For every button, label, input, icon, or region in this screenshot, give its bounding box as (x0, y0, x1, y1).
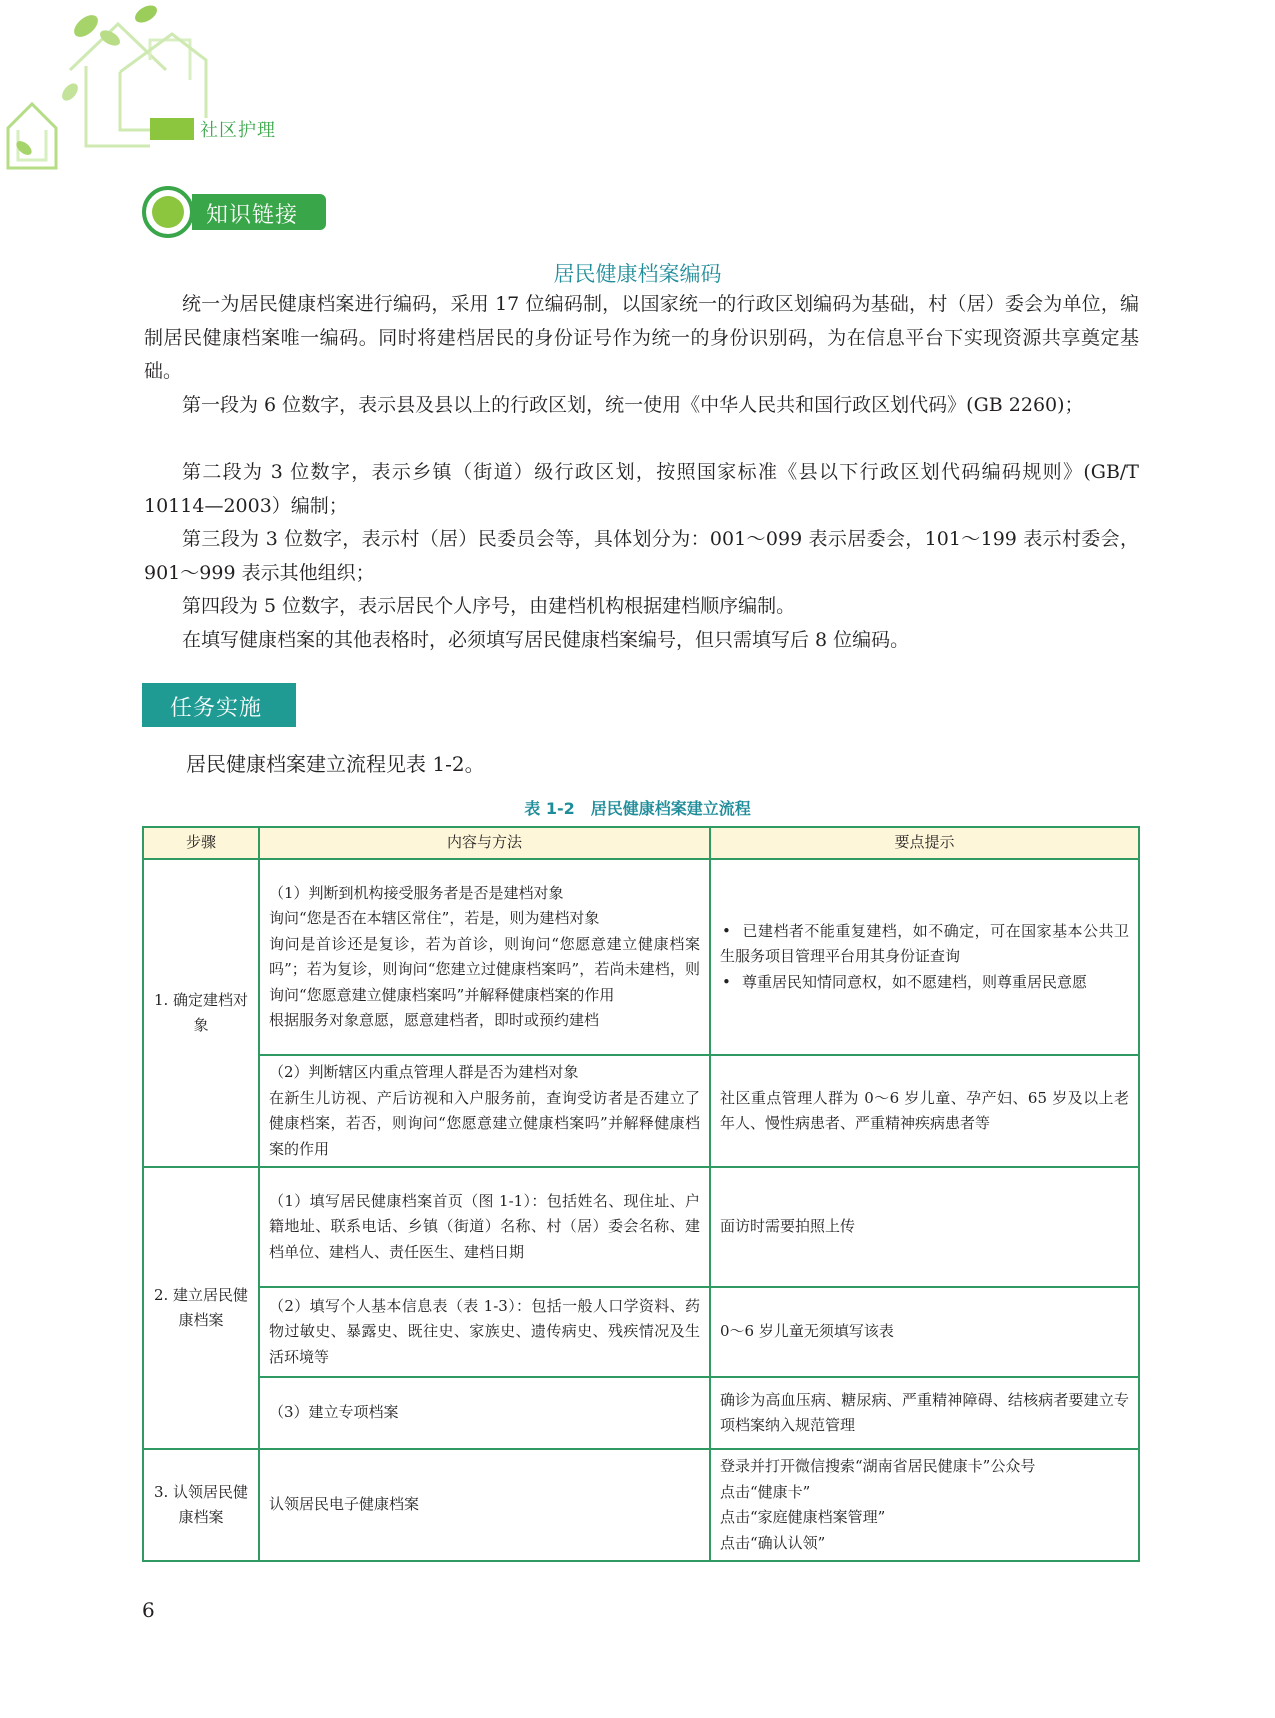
step-cell: 1. 确定建档对象 (143, 859, 259, 1167)
task-badge-label: 任务实施 (170, 696, 263, 721)
task-intro: 居民健康档案建立流程见表 1-2。 (186, 752, 485, 776)
knowledge-link-icon (142, 186, 194, 238)
tips-cell: 0～6 岁儿童无须填写该表 (710, 1287, 1139, 1377)
knowledge-link-title: 居民健康档案编码 (553, 262, 722, 286)
content-line: 询问“您是否在本辖区常住”，若是，则为建档对象 (269, 909, 600, 927)
content-line: 询问是首诊还是复诊，若为首诊，则询问“您愿意建立健康档案吗”；若为复诊，则询问“您建立过健康档案吗”，若尚未建档，则询问“您愿意建立健康档案吗”并解释健康档案的作用 (269, 934, 700, 1004)
content-cell: （3）建立专项档案 (259, 1377, 710, 1449)
tip-line: 点击“家庭健康档案管理” (720, 1508, 886, 1526)
table-header-cell: 要点提示 (710, 827, 1139, 859)
content-cell: （2）填写个人基本信息表（表 1-3）：包括一般人口学资料、药物过敏史、暴露史、既往史、家族史、遗传病史、残疾情况及生活环境等 (259, 1287, 710, 1377)
section-accent-bar (150, 118, 194, 140)
knowledge-paragraph: 第四段为 5 位数字，表示居民个人序号，由建档机构根据建档顺序编制。 (182, 595, 796, 617)
section-label: 社区护理 (200, 120, 276, 141)
process-table (142, 826, 1140, 1562)
knowledge-paragraph: 第二段为 3 位数字，表示乡镇（街道）级行政区划，按照国家标准《县以下行政区划代码编码规则》(GB/T 10114—2003）编制； (144, 461, 1139, 517)
table-row (143, 859, 1139, 1055)
table-header-row (143, 827, 1139, 859)
tip-bullet-item: • 已建档者不能重复建档，如不确定，可在国家基本公共卫生服务项目管理平台用其身份证查询 (720, 919, 1129, 970)
content-line: 根据服务对象意愿，愿意建档者，即时或预约建档 (269, 1011, 600, 1029)
task-badge (142, 683, 296, 727)
knowledge-link-badge (142, 186, 328, 238)
table-row (143, 1167, 1139, 1287)
header-houses-decoration (0, 0, 320, 180)
content-line: （2）判断辖区内重点管理人群是否为建档对象 (269, 1063, 579, 1081)
content-cell: （1）填写居民健康档案首页（图 1-1）：包括姓名、现住址、户籍地址、联系电话、乡镇（街道）名称、村（居）委会名称、建档单位、建档人、责任医生、建档日期 (259, 1167, 710, 1287)
knowledge-paragraph: 在填写健康档案的其他表格时，必须填写居民健康档案编号，但只需填写后 8 位编码。 (182, 629, 910, 651)
table-title: 表 1-2 居民健康档案建立流程 (524, 799, 751, 818)
content-cell (259, 859, 710, 1055)
knowledge-link-label: 知识链接 (206, 203, 299, 228)
tip-line: 登录并打开微信搜索“湖南省居民健康卡”公众号 (720, 1457, 1036, 1475)
knowledge-paragraph: 第三段为 3 位数字，表示村（居）民委员会等，具体划分为：001～099 表示居委会，101～199 表示村委会，901～999 表示其他组织； (144, 528, 1139, 584)
table-row (143, 1377, 1139, 1449)
tips-cell (710, 859, 1139, 1055)
table-header-cell: 内容与方法 (259, 827, 710, 859)
content-cell (259, 1055, 710, 1167)
knowledge-paragraph: 统一为居民健康档案进行编码，采用 17 位编码制，以国家统一的行政区划编码为基础，村（居）委会为单位，编制居民健康档案唯一编码。同时将建档居民的身份证号作为统一的身份识别码，为在信息平台下实现资源共享奠定基础。 (144, 293, 1139, 382)
knowledge-paragraph: 第一段为 6 位数字，表示县及县以上的行政区划，统一使用《中华人民共和国行政区划代码》(GB 2260)； (182, 394, 1084, 416)
knowledge-link-icon-inner (152, 196, 184, 228)
table-header-cell: 步骤 (143, 827, 259, 859)
tips-cell: 确诊为高血压病、糖尿病、严重精神障碍、结核病者要建立专项档案纳入规范管理 (710, 1377, 1139, 1449)
tip-line: 点击“确认认领” (720, 1533, 826, 1552)
table-row (143, 1287, 1139, 1377)
tip-line: 点击“健康卡” (720, 1482, 811, 1501)
step-cell: 2. 建立居民健康档案 (143, 1167, 259, 1449)
content-cell: 认领居民电子健康档案 (259, 1449, 710, 1561)
tips-cell: 社区重点管理人群为 0～6 岁儿童、孕产妇、65 岁及以上老年人、慢性病患者、严重精神疾病患者等 (710, 1055, 1139, 1167)
tips-cell: 面访时需要拍照上传 (710, 1167, 1139, 1287)
tip-bullet-item: • 尊重居民知情同意权，如不愿建档，则尊重居民意愿 (720, 970, 1129, 996)
table-row (143, 1055, 1139, 1167)
step-cell: 3. 认领居民健康档案 (143, 1449, 259, 1561)
tips-cell (710, 1449, 1139, 1561)
table-row (143, 1449, 1139, 1561)
content-line: 在新生儿访视、产后访视和入户服务前，查询受访者是否建立了健康档案，若否，则询问“您愿意建立健康档案吗”并解释健康档案的作用 (269, 1088, 700, 1158)
content-line: （1）判断到机构接受服务者是否是建档对象 (269, 883, 564, 902)
page-number: 6 (142, 1598, 155, 1622)
